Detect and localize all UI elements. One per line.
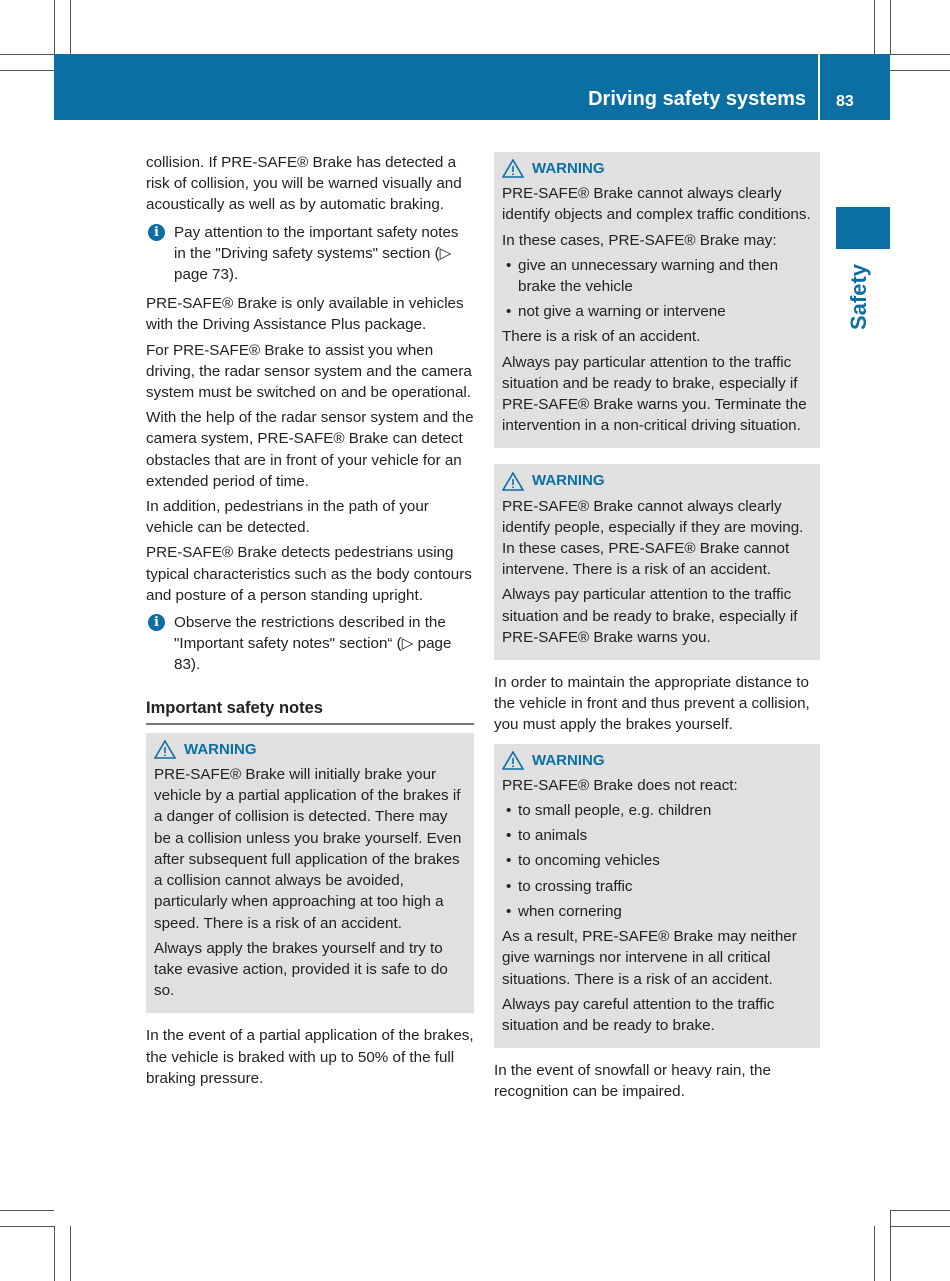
list-item: • to animals — [502, 825, 812, 846]
crop-mark — [874, 1226, 875, 1281]
crop-mark — [890, 1210, 950, 1211]
warning-text: There is a risk of an accident. — [502, 328, 701, 346]
paragraph: In the event of snowfall or heavy rain, the recognition can be impaired. — [494, 1062, 771, 1101]
paragraph: In order to maintain the appropriate distance to the vehicle in front and thus prevent a collision, you must apply the brakes yourself. — [494, 674, 810, 734]
section-title: Driving safety systems — [588, 88, 806, 110]
info-note-text: Pay attention to the important safety notes in the "Driving safety systems" section (▷ page 73). — [174, 223, 459, 284]
paragraph: In the event of a partial application of the brakes, the vehicle is braked with up to 50% of the full braking pressure. — [146, 1027, 474, 1087]
crop-mark — [890, 0, 891, 54]
warning-title — [502, 470, 812, 491]
warning-text: PRE-SAFE® Brake will initially brake your vehicle by a partial application of the brakes if a danger of collision is detected. There may be a collision unless you brake yourself. Even after subsequent full application of the brakes a collision cannot always be avoided, particularly when approaching at too high a speed. There is a risk of an accident. — [154, 766, 462, 932]
list-item: • not give a warning or intervene — [502, 301, 812, 322]
warning-title — [154, 739, 466, 760]
warning-text: As a result, PRE-SAFE® Brake may neither give warnings nor intervene in all critical situations. There is a risk of an accident. — [502, 928, 797, 988]
left-column — [146, 152, 474, 1093]
list-item: • give an unnecessary warning and then brake the vehicle — [502, 255, 812, 297]
list-item: • to small people, e.g. children — [502, 800, 812, 821]
warning-box — [494, 152, 820, 448]
right-column — [494, 152, 820, 1107]
crop-mark — [54, 1226, 55, 1281]
paragraph: In addition, pedestrians in the path of your vehicle can be detected. — [146, 498, 429, 537]
crop-mark — [0, 54, 54, 55]
warning-text: Always pay particular attention to the traffic situation and be ready to brake, especially if PRE-SAFE® Brake warns you. Terminate the intervention in a non-critical driving situation. — [502, 353, 807, 435]
paragraph: PRE-SAFE® Brake is only available in vehicles with the Driving Assistance Plus package. — [146, 295, 464, 334]
paragraph: collision. If PRE-SAFE® Brake has detected a risk of collision, you will be warned visually and acoustically as well as by automatic braking. — [146, 154, 462, 214]
crop-mark — [890, 70, 950, 71]
side-tab-label: Safety — [846, 263, 871, 330]
info-note — [146, 222, 474, 286]
warning-text: Always pay particular attention to the traffic situation and be ready to brake, especially if PRE-SAFE® Brake warns you. — [502, 586, 798, 646]
paragraph: For PRE-SAFE® Brake to assist you when driving, the radar sensor system and the camera system must be switched on and be operational. — [146, 341, 472, 402]
header-divider — [818, 54, 820, 120]
list-item: • when cornering — [502, 901, 812, 922]
paragraph: PRE-SAFE® Brake detects pedestrians using typical characteristics such as the body contours and posture of a person standing upright. — [146, 544, 472, 604]
crop-mark — [0, 1226, 54, 1227]
warning-text: PRE-SAFE® Brake cannot always clearly identify objects and complex traffic conditions. — [502, 185, 811, 224]
warning-triangle-icon — [154, 740, 176, 759]
crop-mark — [70, 0, 71, 54]
warning-box — [146, 733, 474, 1013]
crop-mark — [890, 1210, 891, 1281]
warning-text: Always pay careful attention to the traffic situation and be ready to brake. — [502, 995, 775, 1034]
paragraph: With the help of the radar sensor system and the camera system, PRE-SAFE® Brake can detect obstacles that are in front of your vehicle for an extended period of time. — [146, 409, 474, 490]
list-item: • to crossing traffic — [502, 876, 812, 897]
info-icon: i — [148, 614, 165, 631]
warning-box — [494, 744, 820, 1048]
crop-mark — [0, 1210, 54, 1211]
crop-mark — [890, 54, 950, 55]
bullet-list — [502, 255, 812, 323]
warning-title-text: WARNING — [532, 472, 605, 490]
section-heading: Important safety notes — [146, 698, 474, 725]
warning-triangle-icon — [502, 159, 524, 178]
warning-box — [494, 464, 820, 660]
warning-triangle-icon — [502, 751, 524, 770]
warning-text: In these cases, PRE-SAFE® Brake may: — [502, 231, 777, 249]
list-item: • to oncoming vehicles — [502, 850, 812, 871]
crop-mark — [874, 0, 875, 54]
bullet-list — [502, 800, 812, 922]
page-number: 83 — [836, 93, 854, 110]
crop-mark — [70, 1226, 71, 1281]
info-icon: i — [148, 224, 165, 241]
warning-title-text: WARNING — [532, 751, 605, 769]
warning-text: PRE-SAFE® Brake cannot always clearly identify people, especially if they are moving. In these cases, PRE-SAFE® Brake cannot intervene. There is a risk of an accident. — [502, 497, 804, 579]
side-tab-marker — [836, 207, 890, 249]
warning-title — [502, 750, 812, 771]
info-note — [146, 612, 474, 676]
warning-title — [502, 158, 812, 179]
warning-text: PRE-SAFE® Brake does not react: — [502, 776, 738, 794]
warning-title-text: WARNING — [532, 160, 605, 177]
crop-mark — [0, 70, 54, 71]
crop-mark — [54, 0, 55, 54]
warning-title-text: WARNING — [184, 740, 257, 758]
warning-text: Always apply the brakes yourself and try to take evasive action, provided it is safe to do so. — [154, 939, 448, 1000]
info-note-text: Observe the restrictions described in the "Important safety notes" section“ (▷ page 83). — [174, 614, 452, 674]
warning-triangle-icon — [502, 472, 524, 491]
crop-mark — [890, 1226, 950, 1227]
